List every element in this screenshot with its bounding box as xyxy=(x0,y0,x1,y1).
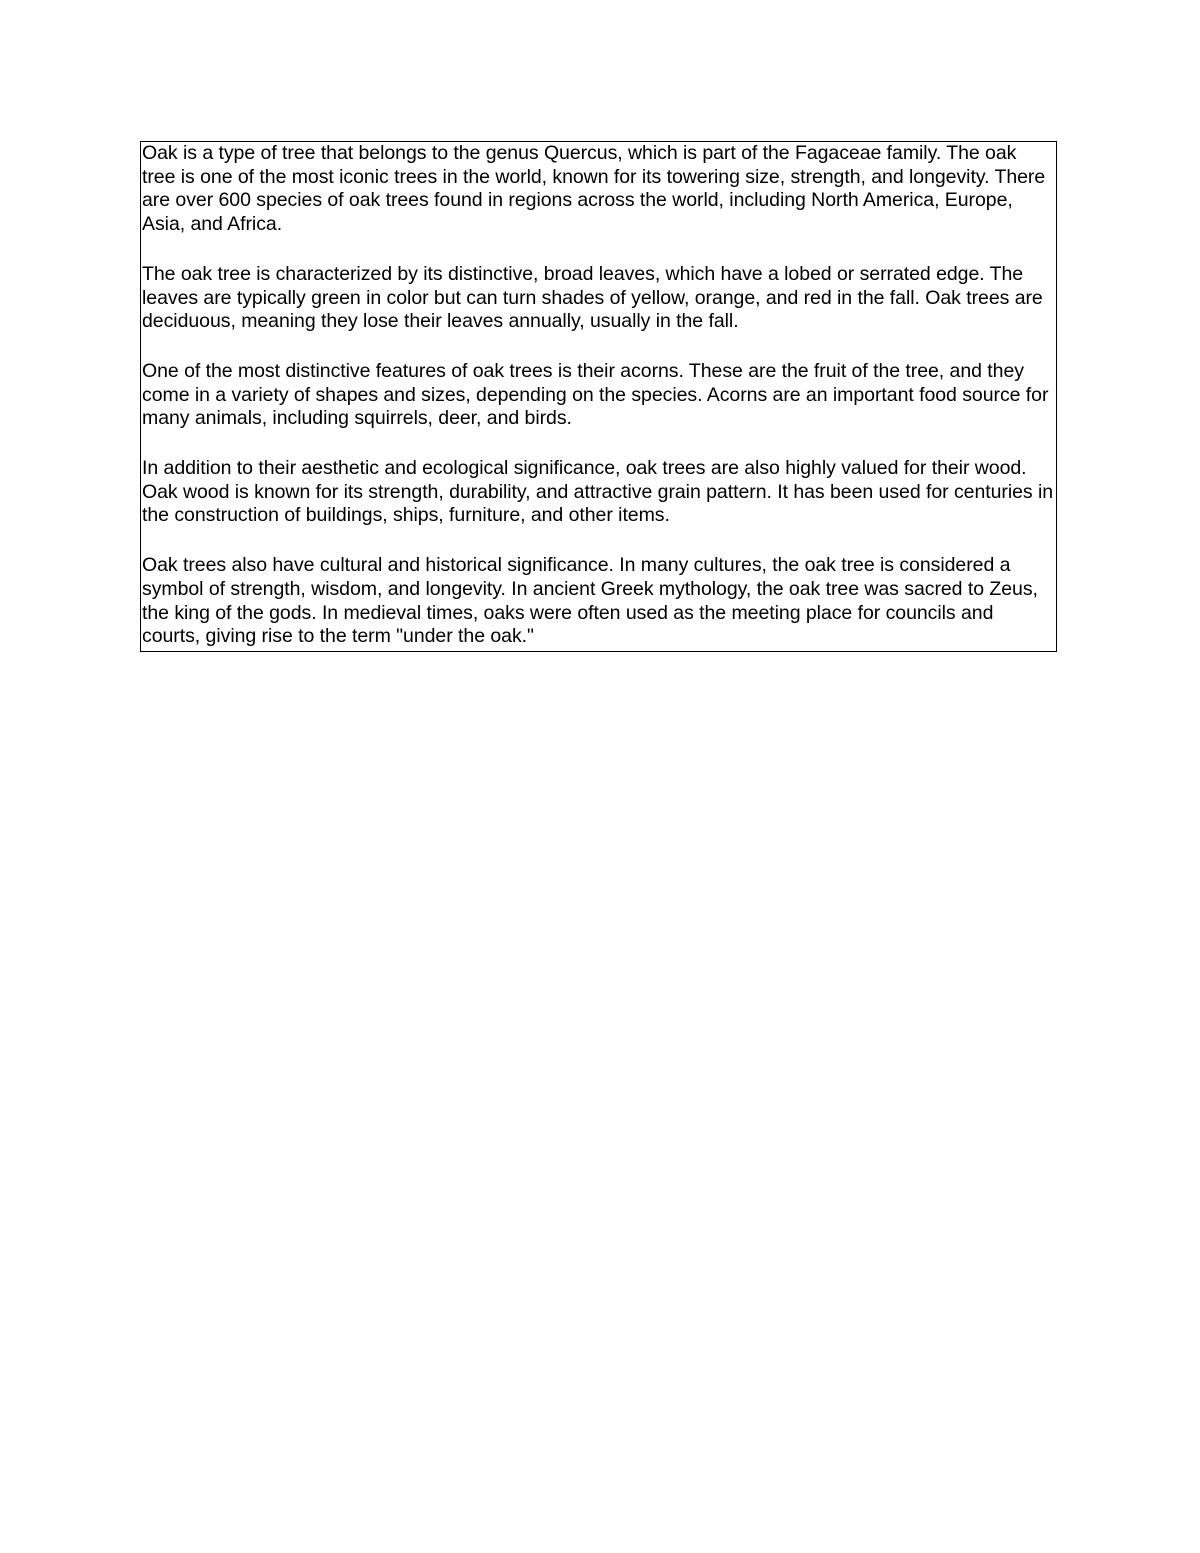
paragraph-culture: Oak trees also have cultural and historical significance. In many cultures, the oak tree is considered a symbol of strength, wisdom, and longevity. In ancient Greek mythology, the oak tree was sacred to Zeus, the king of the gods. In medieval times, oaks were often used as the meeting place for councils and courts, giving rise to the term "under the oak." xyxy=(142,554,1038,648)
paragraph-intro: Oak is a type of tree that belongs to the genus Quercus, which is part of the Fagaceae family. The oak tree is one of the most iconic trees in the world, known for its towering size, strength, and longevity. There are over 600 species of oak trees found in regions across the world, including North America, Europe, Asia, and Africa. xyxy=(142,142,1046,236)
paragraph-leaves: The oak tree is characterized by its distinctive, broad leaves, which have a lobed or serrated edge. The leaves are typically green in color but can turn shades of yellow, orange, and red in the fall. Oak trees are deciduous, meaning they lose their leaves annually, usually in the fall. xyxy=(142,262,1043,333)
paragraph-wood: In addition to their aesthetic and ecological significance, oak trees are also highly valued for their wood. Oak wood is known for its strength, durability, and attractive grain pattern. It has been used for centuries in the construction of buildings, ships, furniture, and other items. xyxy=(142,457,1054,527)
paragraph-acorns: One of the most distinctive features of oak trees is their acorns. These are the fruit of the tree, and they come in a variety of shapes and sizes, depending on the species. Acorns are an important food source for many animals, including squirrels, deer, and birds. xyxy=(142,359,1049,430)
text-frame xyxy=(140,141,1057,652)
